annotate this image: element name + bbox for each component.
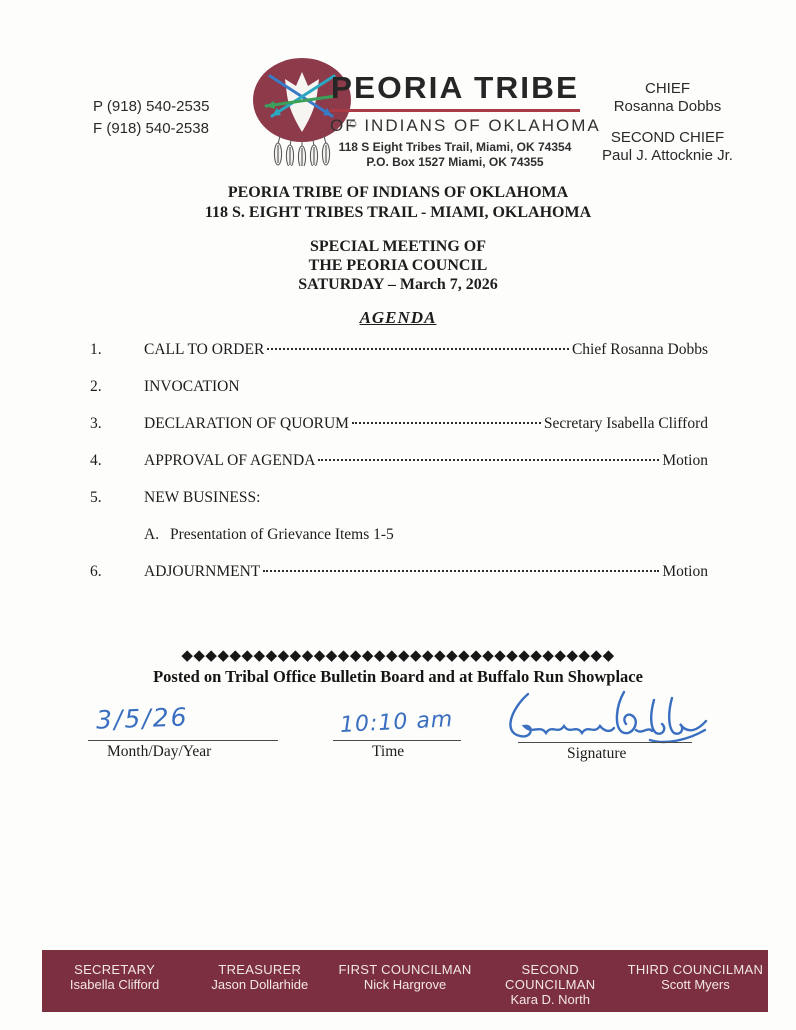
agenda-item-title: Presentation of Grievance Items 1-5 [170, 526, 394, 543]
officer-chief [585, 80, 750, 116]
officer-name: Paul J. Attocknie Jr. [602, 147, 733, 164]
agenda-item-assignee: Motion [662, 563, 708, 580]
dotted-leader [352, 422, 541, 424]
agenda-heading: AGENDA [359, 308, 437, 327]
handwritten-time: 10:10 am [339, 707, 454, 738]
official-name: Isabella Clifford [69, 977, 160, 992]
diamond-separator: ◆◆◆◆◆◆◆◆◆◆◆◆◆◆◆◆◆◆◆◆◆◆◆◆◆◆◆◆◆◆◆◆◆◆◆◆ [181, 648, 615, 664]
footer-official [478, 962, 623, 1007]
official-name: Nick Hargrove [363, 977, 447, 992]
official-title: SECRETARY [74, 962, 156, 977]
footer-official [623, 962, 768, 992]
agenda-item-number: 2. [90, 378, 102, 395]
time-signature-line [333, 740, 461, 741]
date-label: Month/Day/Year [107, 743, 212, 760]
dotted-leader [267, 348, 569, 350]
org-title-line1: PEORIA TRIBE OF INDIANS OF OKLAHOMA [227, 184, 569, 201]
agenda-item-title: INVOCATION [144, 378, 240, 395]
agenda-item-assignee: Chief Rosanna Dobbs [571, 341, 708, 358]
agenda-item-assignee: Secretary Isabella Clifford [543, 415, 708, 432]
fax-number: F (918) 540-2538 [93, 120, 209, 137]
officer-title: CHIEF [645, 80, 690, 97]
official-name: Kara D. North [510, 992, 590, 1007]
phone-number: P (918) 540-2535 [93, 98, 210, 115]
footer-official [332, 962, 477, 992]
date-signature-line [88, 740, 278, 741]
logo-address-line1: 118 S Eight Tribes Trail, Miami, OK 74354 [338, 140, 572, 154]
agenda-item-assignee: Motion [662, 452, 708, 469]
official-name: Jason Dollarhide [211, 977, 309, 992]
agenda-item-title: DECLARATION OF QUORUM [144, 415, 349, 432]
agenda-item-number: 5. [90, 489, 102, 506]
agenda-item [90, 378, 708, 415]
logo-subtitle: OF INDIANS OF OKLAHOMA [330, 116, 601, 135]
agenda-item-number: 4. [90, 452, 102, 469]
org-title-line2: 118 S. EIGHT TRIBES TRAIL - MIAMI, OKLAHOMA [204, 204, 592, 221]
dotted-leader [263, 570, 659, 572]
footer-official [42, 962, 187, 992]
officials-footer-bar [42, 950, 768, 1012]
agenda-item-number: 1. [90, 341, 102, 358]
signature-line [518, 742, 692, 743]
meeting-title-line2: THE PEORIA COUNCIL [308, 257, 488, 274]
officer-title: SECOND CHIEF [610, 129, 725, 146]
footer-official [187, 962, 332, 992]
meeting-title-line1: SPECIAL MEETING OF [309, 238, 487, 255]
official-title: TREASURER [218, 962, 302, 977]
contact-block [93, 96, 209, 140]
official-title: SECOND COUNCILMAN [505, 962, 596, 992]
logo-rule [330, 109, 580, 112]
logo-address-line2: P.O. Box 1527 Miami, OK 74355 [366, 155, 544, 169]
officer-second-chief [585, 129, 750, 165]
agenda-item [90, 489, 708, 526]
agenda-list [90, 341, 708, 600]
posted-notice: Posted on Tribal Office Bulletin Board and at Buffalo Run Showplace [153, 667, 643, 686]
officers-block [585, 80, 750, 178]
agenda-item-title: NEW BUSINESS: [144, 489, 261, 506]
meeting-title-line3: SATURDAY – March 7, 2026 [298, 276, 498, 293]
agenda-item-number: 3. [90, 415, 102, 432]
agenda-subitem-letter: A. [144, 526, 160, 543]
official-name: Scott Myers [661, 977, 730, 992]
agenda-item [90, 563, 708, 600]
agenda-item-title: CALL TO ORDER [144, 341, 265, 358]
signature-label: Signature [567, 745, 627, 762]
agenda-subitem [90, 526, 708, 563]
agenda-item-title: APPROVAL OF AGENDA [144, 452, 316, 469]
handwritten-signature [500, 688, 710, 750]
dotted-leader [318, 459, 659, 461]
time-label: Time [372, 743, 405, 760]
logo-brand-text: PEORIA TRIBE [330, 70, 580, 105]
handwritten-date: 3/5/26 [95, 702, 189, 735]
officer-name: Rosanna Dobbs [613, 98, 722, 115]
agenda-item [90, 341, 708, 378]
agenda-item-title: ADJOURNMENT [144, 563, 261, 580]
agenda-item [90, 452, 708, 489]
logotype-block [330, 70, 601, 170]
official-title: FIRST COUNCILMAN [338, 962, 472, 977]
agenda-item [90, 415, 708, 452]
agenda-item-number: 6. [90, 563, 102, 580]
official-title: THIRD COUNCILMAN [627, 962, 764, 977]
